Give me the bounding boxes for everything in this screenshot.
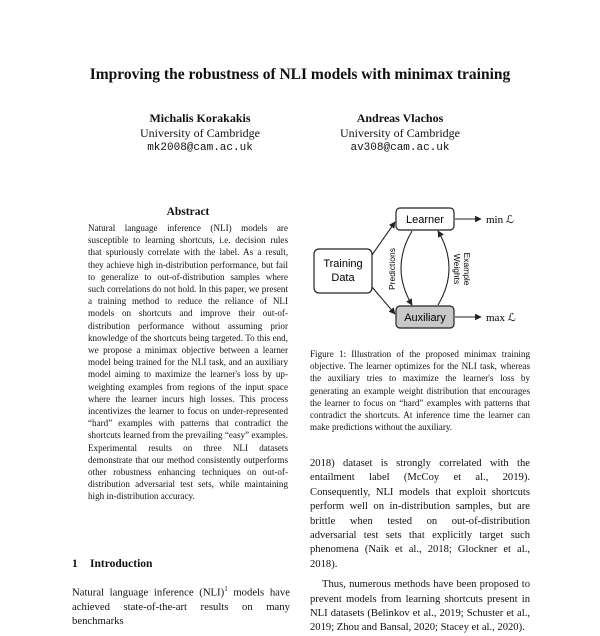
section-number: 1: [72, 558, 78, 570]
data-to-auxiliary-arrow: [372, 287, 395, 314]
learner-label: Learner: [406, 214, 444, 226]
footnote-mark: 1: [224, 585, 228, 593]
section-title: Introduction: [90, 558, 153, 570]
author-name: Michalis Korakakis: [149, 111, 251, 125]
intro-text-end: models have achieved state-of-the-art results on many benchmarks: [72, 586, 290, 627]
author-block-2: [310, 111, 490, 156]
intro-paragraph: [72, 582, 290, 628]
max-objective-label: max ℒ: [486, 312, 516, 324]
example-weights-arrow: [438, 231, 449, 305]
training-data-label-2: Data: [331, 272, 355, 284]
example-weights-label-1: Example: [462, 252, 472, 286]
min-objective-label: min ℒ: [486, 214, 514, 226]
predictions-label: Predictions: [387, 247, 397, 291]
training-data-label-1: Training: [323, 258, 363, 270]
predictions-arrow: [401, 231, 412, 305]
right-column-text: [310, 457, 530, 636]
intro-text-start: Natural language inference (NLI): [72, 586, 225, 599]
author-email: mk2008@cam.ac.uk: [147, 142, 253, 154]
author-name: Andreas Vlachos: [356, 111, 444, 125]
abstract-text: Natural language inference (NLI) models are susceptible to learning shortcuts, i.e. decision rules that spuriously correlate with the label. As a result, they achieve high in-distribution performance, but fail to generalize to out-of-distribution samples where such correlations do not hold. In this paper, we present a training method to reduce the reliance of NLI models on shortcuts and improve their out-of-distribution performance without assuming prior knowledge of the shortcuts being targeted. To this end, we propose a minimax objective between a learner model being trained for the NLI task, and an auxiliary model aiming to maximize the learner's loss by up-weighting examples from regions of the input space where the learner incurs high losses. This process incentivizes the learner to focus on under-represented “hard” examples with patterns that contradict the shortcuts learned from the prevailing “easy” examples. Experimental results on three NLI datasets demonstrate that our method consistently outperforms other robustness enhancing techniques on out-of-distribution adversarial test sets, while maintaining high in-distribution accuracy.: [88, 223, 288, 502]
example-weights-label-2: Weights: [452, 253, 462, 285]
figure-caption: Figure 1: Illustration of the proposed minimax training objective. The learner optimizes for the NLI task, whereas the auxiliary tries to maximize the learner's loss by generating an example weight distribution that encourages the learner to focus on “hard” examples with patterns that contradict the shortcuts. At inference time the learner can make predictions without the auxiliary.: [310, 349, 530, 433]
author-affiliation: University of Cambridge: [340, 126, 460, 140]
right-paragraph-1: 2018) dataset is strongly correlated with the entailment label (McCoy et al., 2019). Consequently, NLI models that exploit shortcuts perform well on in-distribution samples, but are brittle when tested on out-of-distribution adversarial test sets that explicitly target such phenomena (Naik et al., 2018; Glockner et al., 2018).: [310, 458, 530, 570]
section-heading-introduction: [72, 558, 152, 570]
training-data-box: [314, 249, 372, 293]
right-paragraph-2: Thus, numerous methods have been proposed to prevent models from learning shortcuts present in NLI datasets (Belinkov et al., 2019; Schuster et al., 2019; Zhou and Bansal, 2020; Stacey et al., 2020).: [310, 579, 530, 634]
author-email: av308@cam.ac.uk: [350, 142, 450, 154]
author-block-1: [110, 111, 290, 156]
minimax-diagram: [300, 200, 540, 340]
auxiliary-label: Auxiliary: [404, 312, 446, 324]
paper-title: Improving the robustness of NLI models with minimax training: [89, 66, 511, 83]
author-affiliation: University of Cambridge: [140, 126, 260, 140]
abstract-heading: Abstract: [166, 206, 210, 218]
